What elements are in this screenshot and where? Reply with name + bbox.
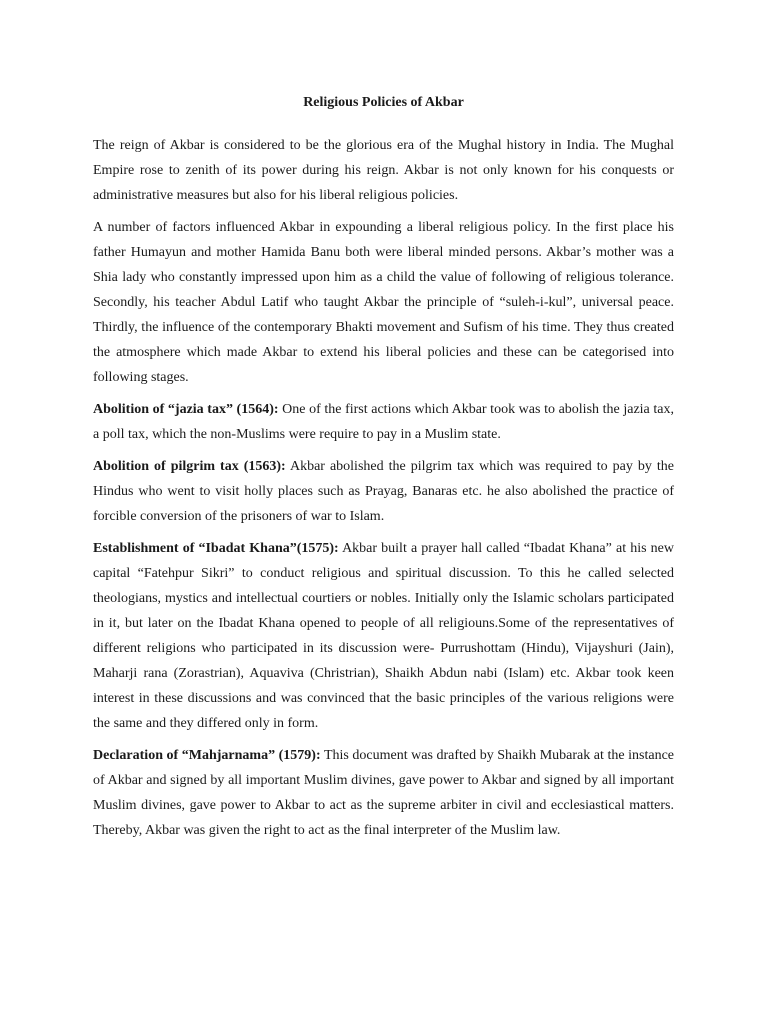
paragraph-text: A number of factors influenced Akbar in expounding a liberal religious policy. In the first place his father Humayun and mother Hamida Banu both were liberal minded persons. Akbar’s mother was a Shia lady who constantly impressed upon him as a child the value of following of religious tolerance. Secondly, his teacher Abdul Latif who taught Akbar the principle of “suleh-i-kul”, universal peace. Thirdly, the influence of the contemporary Bhakti movement and Sufism of his time. They thus created the atmosphere which made Akbar to extend his liberal policies and these can be categorised into following stages. xyxy=(93,220,674,385)
paragraph-pilgrim-tax xyxy=(93,454,674,529)
paragraph-heading: Establishment of “Ibadat Khana”(1575): xyxy=(93,541,339,556)
paragraph-text: This document was drafted by Shaikh Mubarak at the instance of Akbar and signed by all important Muslim divines, gave power to Akbar and signed by all important Muslim divines, gave power to Akbar to act as the supreme arbiter in civil and ecclesiastical matters. Thereby, Akbar was given the right to act as the final interpreter of the Muslim law. xyxy=(93,748,675,838)
paragraph-heading: Abolition of pilgrim tax (1563): xyxy=(93,459,286,474)
paragraph-text: The reign of Akbar is considered to be the glorious era of the Mughal history in India. The Mughal Empire rose to zenith of its power during his reign. Akbar is not only known for his conquests or administrative measures but also for his liberal religious policies. xyxy=(93,138,674,203)
paragraph-text: One of the first actions which Akbar took was to abolish the jazia tax, a poll tax, which the non-Muslims were require to pay in a Muslim state. xyxy=(93,402,674,442)
paragraph-text: Akbar abolished the pilgrim tax which was required to pay by the Hindus who went to visit holly places such as Prayag, Banaras etc. he also abolished the practice of forcible conversion of the prisoners of war to Islam. xyxy=(93,459,675,524)
paragraph-mahjarnama xyxy=(93,743,674,843)
paragraph-intro xyxy=(93,133,674,208)
paragraph-text: Akbar built a prayer hall called “Ibadat Khana” at his new capital “Fatehpur Sikri” to conduct religious and spiritual discussion. To this he called selected theologians, mystics and intellectual courtiers or nobles. Initially only the Islamic scholars participated in it, but later on the Ibadat Khana opened to people of all religiouns.Some of the representatives of different religions who participated in its discussion were- Purrushottam (Hindu), Vijayshuri (Jain), Maharji rana (Zorastrian), Aquaviva (Christrian), Shaikh Abdun nabi (Islam) etc. Akbar took keen interest in these discussions and was convinced that the basic principles of the various religions were the same and they differed only in form. xyxy=(93,541,674,731)
document-title: Religious Policies of Akbar xyxy=(303,95,464,110)
paragraph-factors xyxy=(93,215,674,390)
paragraph-ibadat-khana xyxy=(93,536,674,736)
document-body xyxy=(93,93,674,850)
paragraph-jazia-tax xyxy=(93,397,674,447)
paragraph-heading: Declaration of “Mahjarnama” (1579): xyxy=(93,748,321,763)
paragraph-heading: Abolition of “jazia tax” (1564): xyxy=(93,402,279,417)
